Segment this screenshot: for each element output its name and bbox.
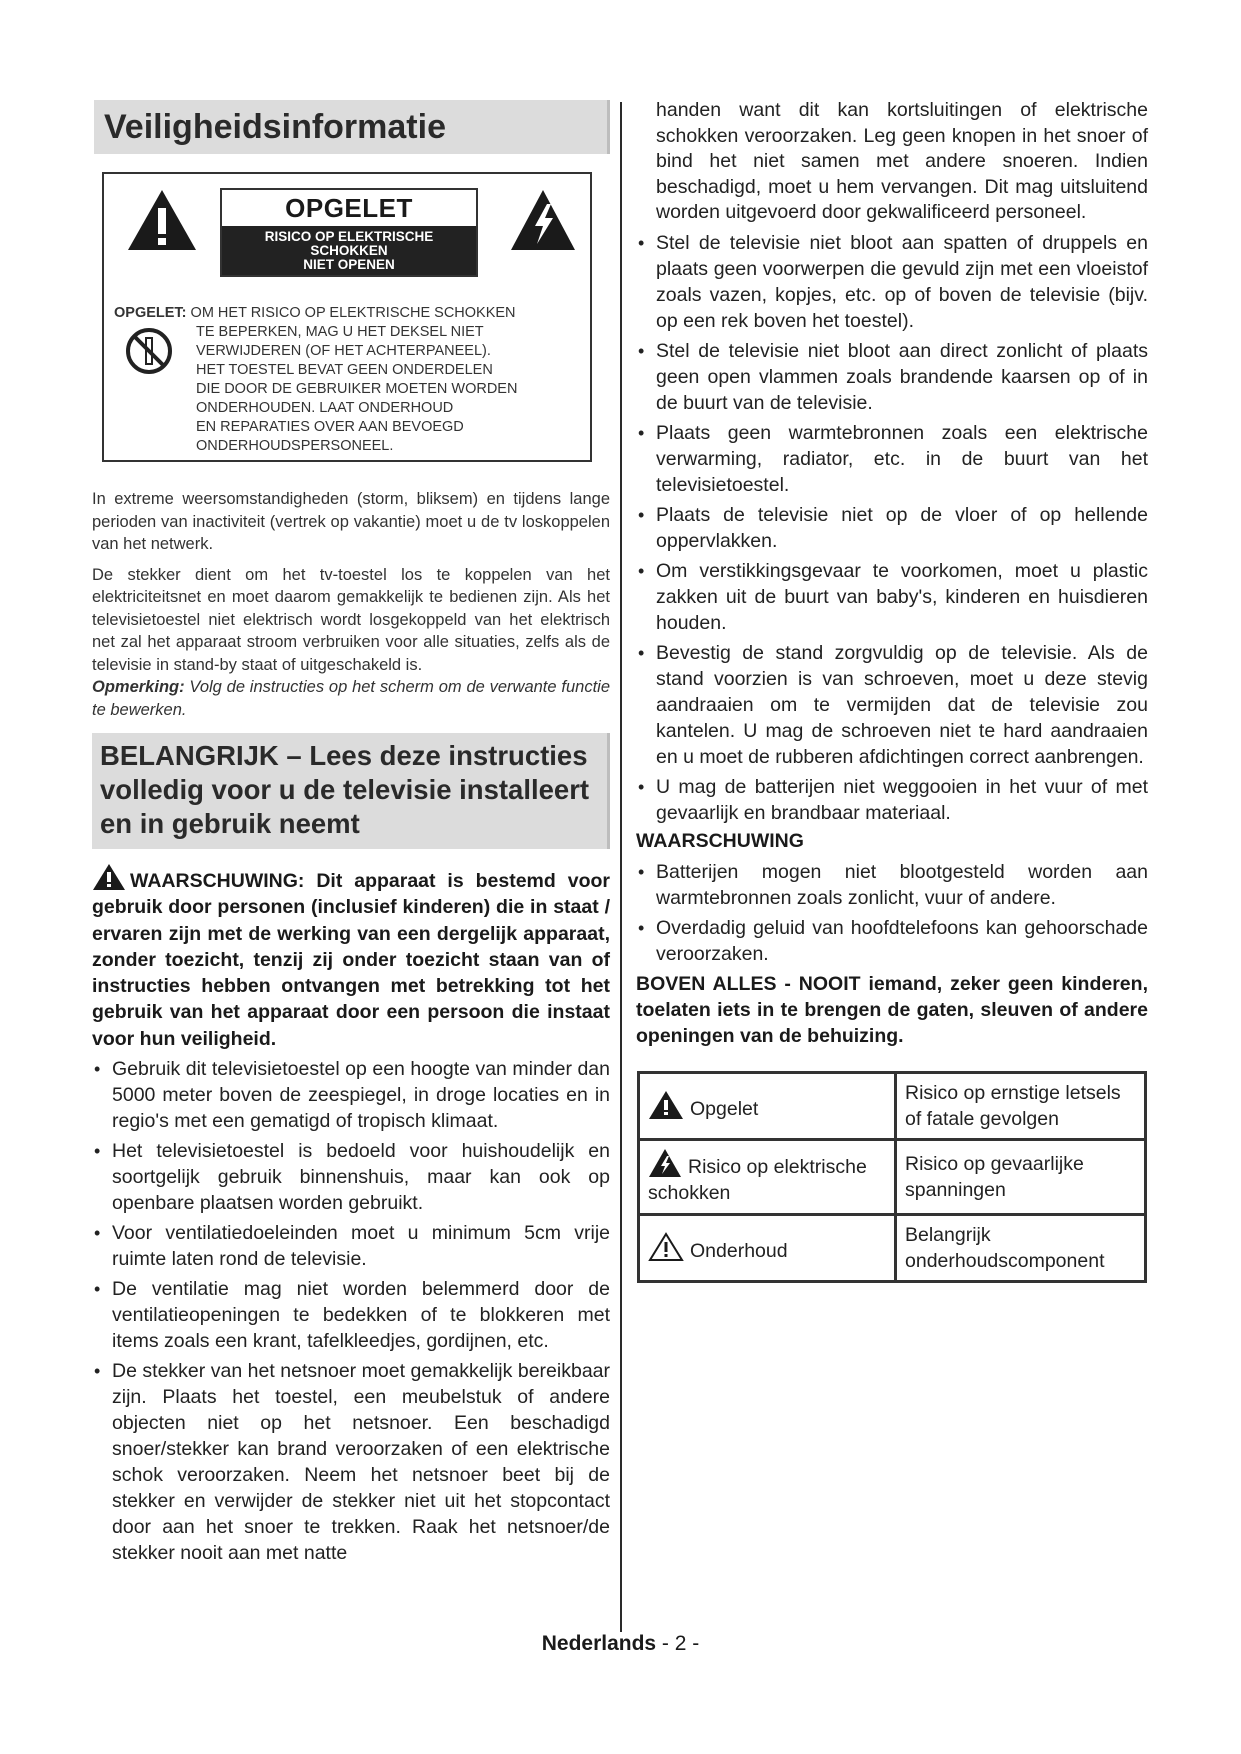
list-item: • Bevestig de stand zorgvuldig op de televisie. Als de stand voorzien is van schroeven, moet u deze stevig aandraaien om te vermijden dat de televisie zou kantelen. U mag de schroeven niet te hard aandraaien en u moet de rubberen afdichtingen correct aanbrengen.	[636, 640, 1148, 770]
warning-triangle-icon	[92, 863, 126, 891]
caution-first-line: OM HET RISICO OP ELEKTRISCHE SCHOKKEN	[190, 305, 516, 321]
section-title-box	[94, 100, 610, 154]
right-column	[636, 98, 1148, 1283]
important-heading-box	[92, 733, 610, 849]
legend-meaning-cell: Belangrijk onderhoudscomponent	[896, 1214, 1146, 1281]
caution-line: ONDERHOUDEN. LAAT ONDERHOUD	[196, 400, 454, 416]
legend-symbol-cell	[639, 1214, 896, 1281]
caution-lines	[196, 323, 556, 456]
caution-line: DIE DOOR DE GEBRUIKER MOETEN WORDEN	[196, 381, 518, 397]
footer-page-number: - 2 -	[656, 1632, 700, 1655]
column-divider	[620, 102, 622, 1632]
caution-line: EN REPARATIES OVER AAN BEVOEGD	[196, 419, 464, 435]
important-heading: BELANGRIJK – Lees deze instructies volledig voor u de televisie installeert en in gebruik neemt	[100, 740, 590, 839]
opgelet-line: RISICO OP ELEKTRISCHE	[264, 229, 434, 244]
safety-list-left	[92, 1056, 610, 1566]
list-item: • Voor ventilatiedoeleinden moet u minimum 5cm vrije ruimte laten rond de televisie.	[92, 1220, 610, 1272]
storm-paragraph: In extreme weersomstandigheden (storm, bliksem) en tijdens lange perioden van inactiviteit (vertrek op vakantie) moet u de tv loskoppelen van het netwerk.	[92, 490, 610, 553]
plug-paragraph: De stekker dient om het tv-toestel los te koppelen van het elektriciteitsnet en moet daarom gemakkelijk te bedienen zijn. Als het televisietoestel niet elektrisch wordt losgekoppeld van het elektrisch net zal het apparaat stroom verbruiken voor alle situaties, zelfs als de televisie in stand-by staat of uitgeschakeld is.	[92, 565, 610, 674]
warning-paragraph	[92, 863, 610, 1052]
caution-line: ONDERHOUDSPERSONEEL.	[196, 438, 394, 454]
list-item: • De ventilatie mag niet worden belemmerd door de ventilatieopeningen te bedekken of te blokkeren met items zoals een krant, tafelkleedjes, gordijnen, etc.	[92, 1276, 610, 1354]
no-disassembly-icon	[124, 326, 174, 376]
lightning-triangle-icon	[648, 1148, 682, 1178]
list-item: • De stekker van het netsnoer moet gemakkelijk bereikbaar zijn. Plaats het toestel, een meubelstuk of andere objecten niet op het netsnoer. Een beschadigd snoer/stekker kan brand veroorzaken of een elektrische schok veroorzaken. Neem het netsnoer beet bij de stekker en verwijder de stekker niet uit het stopcontact door aan het snoer te trekken. Raak het netsnoer/de stekker nooit aan met natte	[92, 1358, 610, 1566]
list-item: • U mag de batterijen niet weggooien in het vuur of met gevaarlijk en brandbaar materiaal.	[636, 774, 1148, 826]
caution-label-box	[102, 172, 592, 462]
footer-language: Nederlands	[541, 1632, 657, 1655]
caution-line: TE BEPERKEN, MAG U HET DEKSEL NIET	[196, 324, 484, 340]
table-row	[639, 1214, 1146, 1281]
exclamation-triangle-icon	[126, 188, 198, 252]
caution-line: HET TOESTEL BEVAT GEEN ONDERDELEN	[196, 362, 493, 378]
list-item: • Om verstikkingsgevaar te voorkomen, moet u plastic zakken uit de buurt van baby's, kinderen en huisdieren houden.	[636, 558, 1148, 636]
list-item: • Plaats geen warmtebronnen zoals een elektrische verwarming, radiator, etc. in de buurt van het televisietoestel.	[636, 420, 1148, 498]
legend-meaning-cell: Risico op ernstige letsels of fatale gevolgen	[896, 1072, 1146, 1139]
warning-list	[636, 859, 1148, 967]
table-row	[639, 1139, 1146, 1214]
boven-alles-paragraph: BOVEN ALLES - NOOIT iemand, zeker geen kinderen, toelaten iets in te brengen de gaten, sleuven of andere openingen van de behuizing.	[636, 972, 1148, 1047]
page-footer	[0, 1632, 1241, 1656]
table-row	[639, 1072, 1146, 1139]
continuation-paragraph: handen want dit kan kortsluitingen of elektrische schokken veroorzaken. Leg geen knopen in het snoer of bind het niet samen met andere snoeren. Indien beschadigd, moet u hem vervangen. Dit mag uitsluitend worden uitgevoerd door gekwalificeerd personeel.	[656, 99, 1148, 223]
opgelet-line: SCHOKKEN	[310, 243, 388, 258]
list-item: • Het televisietoestel is bedoeld voor huishoudelijk en soortgelijk gebruik binnenshuis, maar kan ook op openbare plaatsen worden gebruikt.	[92, 1138, 610, 1216]
list-item: • Gebruik dit televisietoestel op een hoogte van minder dan 5000 meter boven de zeespiegel, in droge locaties en in regio's met een gematigd of tropisch klimaat.	[92, 1056, 610, 1134]
legend-meaning-cell: Risico op gevaarlijke spanningen	[896, 1139, 1146, 1214]
legend-symbol-label: Risico op elektrische schokken	[648, 1155, 867, 1204]
legend-symbol-cell	[639, 1139, 896, 1214]
legend-symbol-label: Opgelet	[690, 1097, 759, 1120]
warning-paragraph-text: WAARSCHUWING: Dit apparaat is bestemd voor gebruik door personen (inclusief kinderen) die in staat / ervaren zijn met de werking van een dergelijk apparaat, zonder toezicht, tenzij zij onder toezicht staan van of instructies hebben ontvangen met betrekking tot het gebruik van het apparaat door een persoon die instaat voor hun veiligheid.	[92, 870, 610, 1050]
opgelet-line: NIET OPENEN	[303, 257, 395, 272]
note-text: Volg de instructies op het scherm om de verwante functie te bewerken.	[92, 678, 610, 719]
opgelet-label	[220, 188, 478, 277]
opgelet-subtitle	[222, 226, 476, 275]
symbol-legend-table	[637, 1071, 1147, 1283]
legend-symbol-cell	[639, 1072, 896, 1139]
left-column	[92, 100, 610, 1570]
caution-lead: OPGELET:	[114, 305, 187, 321]
list-item: • Overdadig geluid van hoofdtelefoons kan gehoorschade veroorzaken.	[636, 915, 1148, 967]
list-item: • Batterijen mogen niet blootgesteld worden aan warmtebronnen zoals zonlicht, vuur of andere.	[636, 859, 1148, 911]
warning-heading: WAARSCHUWING	[636, 829, 804, 852]
lightning-triangle-icon	[509, 188, 577, 252]
caution-text	[114, 304, 518, 454]
legend-symbol-label: Onderhoud	[690, 1239, 788, 1262]
note-paragraph	[92, 676, 610, 721]
safety-list-right	[636, 230, 1148, 826]
list-item: • Plaats de televisie niet op de vloer of op hellende oppervlakken.	[636, 502, 1148, 554]
outline-warning-triangle-icon	[648, 1232, 684, 1262]
note-label: Opmerking:	[92, 678, 185, 696]
list-item: • Stel de televisie niet bloot aan spatten of druppels en plaats geen voorwerpen die gevuld zijn met een vloeistof zoals vazen, kopjes, etc. op of boven de televisie (bijv. op een rek boven het toestel).	[636, 230, 1148, 334]
page-title: Veiligheidsinformatie	[104, 108, 446, 146]
warning-triangle-icon	[648, 1090, 684, 1120]
caution-line: VERWIJDEREN (OF HET ACHTERPANEEL).	[196, 343, 491, 359]
list-item: • Stel de televisie niet bloot aan direct zonlicht of plaats geen open vlammen zoals brandende kaarsen op of in de buurt van de televisie.	[636, 338, 1148, 416]
opgelet-title: OPGELET	[285, 193, 413, 223]
